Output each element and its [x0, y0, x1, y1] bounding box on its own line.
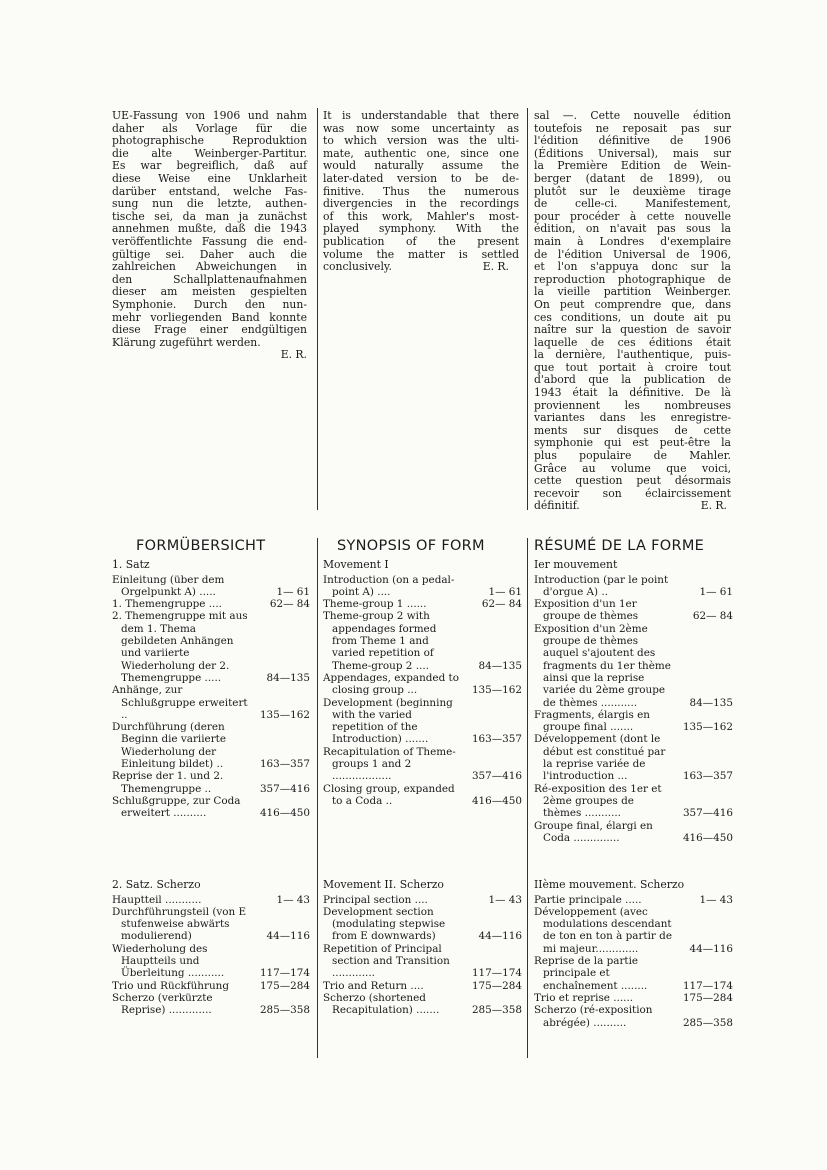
bar-range: 163—357 [259, 758, 310, 771]
movement-title: 1. Satz [112, 558, 150, 571]
prose-line: would naturally assume the [323, 159, 519, 173]
form-section-label: Reprise de la partie principale et enchaînement ........ [534, 955, 648, 992]
form-section-label: Partie principale ..... [534, 893, 642, 906]
form-section-label: Introduction (on a pedal-point A) .... [323, 573, 455, 598]
bar-range: 1— 43 [276, 893, 310, 906]
english-paragraph [323, 110, 519, 261]
prose-line: de celle-ci. Manifestement, [534, 197, 731, 211]
form-section-row [534, 783, 733, 820]
form-section-label: Fragments, élargis en groupe final ....... [534, 708, 650, 734]
movement-title: Movement II. Scherzo [323, 878, 444, 891]
bar-range: 84—135 [266, 671, 310, 684]
bar-range: 117—174 [471, 967, 522, 980]
form-section-label: Recapitulation of Theme-groups 1 and 2 .................. [323, 745, 456, 783]
prose-line: sal —. Cette nouvelle édition [534, 109, 731, 122]
form-section-label: Hauptteil ........... [112, 893, 202, 906]
bar-range: 175—284 [471, 979, 522, 992]
prose-line: de l'édition Universal de 1906, [534, 247, 731, 261]
form-section-label: Développement (dont le début est constitué par la reprise variée de l'introduction ... [534, 733, 666, 783]
form-section-label: Scherzo (ré-exposition abrégée) .......... [534, 1004, 653, 1029]
prose-line: la dernière, l'authentique, puis- [534, 348, 731, 362]
form-section-label: Trio und Rückführung [112, 979, 229, 992]
form-section-row [323, 783, 522, 808]
prose-line: tische sei, da man ja zunächst [112, 209, 307, 223]
prose-line: diese Frage einer endgültigen [112, 323, 307, 337]
bar-range: 357—416 [471, 770, 522, 783]
form-section-label: Trio et reprise ...... [534, 991, 634, 1004]
movement-block [112, 879, 310, 1017]
form-section-label: Introduction (par le point d'orgue A) .. [534, 573, 669, 598]
form-section-label: Scherzo (verkürzte Reprise) ............. [112, 991, 213, 1017]
prose-line: On peut comprendre que, dans [534, 297, 731, 311]
prose-line: divergencies in the recordings [323, 197, 519, 211]
prose-line: et l'on s'appuya donc sur la [534, 260, 731, 274]
form-section-row [112, 906, 310, 943]
synopsis-german-heading: FORMÜBERSICHT [136, 538, 266, 554]
prose-line: veröffentlichte Fassung die end- [112, 234, 307, 248]
french-signature: E. R. [700, 499, 727, 513]
form-section-label: Reprise der 1. und 2. Themengruppe .. [112, 770, 224, 795]
bar-range: 135—162 [682, 721, 733, 734]
form-section-row [534, 906, 733, 955]
prose-line: Symphonie. Durch den nun- [112, 297, 307, 311]
prose-line: mehr vorliegenden Band konnte [112, 310, 307, 324]
bar-range: 285—358 [471, 1004, 522, 1017]
prose-line: to which version was the ulti- [323, 134, 519, 148]
form-section-label: Repetition of Principal section and Transition ............. [323, 942, 450, 980]
prose-line: la vieille partition Weinberger. [534, 285, 731, 299]
prose-line: sung nun die letzte, authen- [112, 197, 307, 211]
prose-line: It is understandable that there [323, 109, 519, 122]
prose-line: cette question peut désormais [534, 474, 731, 488]
english-signature: E. R. [482, 260, 509, 274]
form-section-row [534, 733, 733, 782]
prose-line: annehmen mußte, daß die 1943 [112, 222, 307, 236]
bar-range: 163—357 [682, 770, 733, 783]
bar-range: 1— 61 [276, 585, 310, 598]
form-section-label: Theme-group 2 with appendages formed from Theme 1 and varied repetition of Theme-group 2 .... [323, 610, 437, 672]
bar-range: 117—174 [259, 967, 310, 980]
movement-title: IIème mouvement. Scherzo [534, 878, 685, 891]
form-section-label: Exposition d'un 2ème groupe de thèmes auquel s'ajoutent des fragments du 1er thème ainsi que la reprise variée du 2ème groupe de thèmes ........... [534, 622, 671, 709]
column-rule-bottom-right [527, 538, 528, 1058]
bar-range: 62— 84 [481, 598, 522, 611]
form-section-row [112, 574, 310, 599]
prose-line: symphonie qui est peut-être la [534, 436, 731, 450]
prose-line: pour procéder à cette nouvelle [534, 209, 731, 223]
prose-line: daher als Vorlage für die [112, 121, 307, 135]
bar-range: 175—284 [259, 979, 310, 992]
form-section-label: Durchführung (deren Beginn die variierte Wiederholung der Einleitung bildet) .. [112, 721, 226, 771]
form-section-label: Wiederholung des Hauptteils und Überleitung ........... [112, 942, 225, 980]
form-section-row [534, 894, 733, 906]
prose-line: played symphony. With the [323, 222, 519, 236]
form-section-row [112, 992, 310, 1017]
bar-range: 44—116 [689, 942, 733, 955]
synopsis-french-column [534, 538, 733, 1029]
german-paragraph [112, 110, 307, 349]
form-section-row [323, 610, 522, 671]
prose-line: gültige sei. Daher auch die [112, 247, 307, 261]
prose-line: Grâce au volume que voici, [534, 461, 731, 475]
prose-line: variantes dans les enregistre- [534, 411, 731, 425]
synopsis-french-heading: RÉSUMÉ DE LA FORME [534, 538, 705, 554]
bar-range: 285—358 [259, 1004, 310, 1017]
bar-range: 357—416 [259, 782, 310, 795]
prose-line: plutôt sur le deuxième tirage [534, 184, 731, 198]
form-section-row [534, 574, 733, 599]
form-section-row [112, 610, 310, 684]
prose-line: édition, on n'avait pas sous la [534, 222, 731, 236]
prose-line: diese Weise eine Unklarheit [112, 171, 307, 185]
movement-title: 2. Satz. Scherzo [112, 878, 201, 891]
form-section-row [534, 623, 733, 709]
synopsis-german-column [112, 538, 310, 1017]
form-section-row [534, 709, 733, 734]
form-section-label: Einleitung (über dem Orgelpunkt A) ..... [112, 573, 225, 598]
bar-range: 1— 43 [699, 893, 733, 906]
bar-range: 285—358 [682, 1016, 733, 1029]
prose-line: laquelle de ces éditions était [534, 335, 731, 349]
synopsis-english-heading: SYNOPSIS OF FORM [337, 538, 485, 554]
prose-line: later-dated version to be de- [323, 171, 519, 185]
prose-line: toutefois ne reposait pas sur [534, 121, 731, 135]
form-section-label: Theme-group 1 ...... [323, 598, 427, 611]
intro-english-column [323, 110, 519, 274]
prose-line: reproduction photographique de [534, 272, 731, 286]
form-section-row [323, 746, 522, 783]
prose-line: den Schallplattenaufnahmen [112, 272, 307, 286]
prose-line: zahlreichen Abweichungen in [112, 260, 307, 274]
prose-line: d'abord que la publication de [534, 373, 731, 387]
form-section-label: Closing group, expanded to a Coda .. [323, 782, 455, 807]
prose-line: darüber entstand, welche Fas- [112, 184, 307, 198]
bar-range: 84—135 [689, 696, 733, 709]
form-section-row [112, 598, 310, 610]
form-section-label: Durchführungsteil (von E stufenweise abwärts modulierend) [112, 905, 247, 943]
form-section-label: Ré-exposition des 1er et 2ème groupes de thèmes ........... [534, 782, 662, 820]
form-section-row [323, 894, 522, 906]
prose-line: recevoir son éclaircissement [534, 486, 731, 500]
form-section-row [534, 992, 733, 1004]
bar-range: 416—450 [259, 807, 310, 820]
prose-line: Klärung zugeführt werden. [112, 335, 261, 349]
column-rule-top-right [527, 108, 528, 510]
form-section-row [323, 906, 522, 943]
form-section-row [323, 992, 522, 1017]
movement-block [534, 559, 733, 844]
prose-line: volume the matter is settled [323, 247, 519, 261]
movement-block [112, 559, 310, 820]
prose-line: publication of the present [323, 234, 519, 248]
form-section-row [112, 770, 310, 795]
prose-line: proviennent les nombreuses [534, 398, 731, 412]
prose-line: plus populaire de Mahler. [534, 449, 731, 463]
form-section-row [323, 697, 522, 746]
form-section-row [323, 980, 522, 992]
bar-range: 416—450 [682, 831, 733, 844]
prose-line: of this work, Mahler's most- [323, 209, 519, 223]
prose-line: mate, authentic one, since one [323, 146, 519, 160]
form-section-label: Groupe final, élargi en Coda .............. [534, 819, 653, 844]
synopsis-english-column [323, 538, 522, 1017]
prose-line: ments sur disques de cette [534, 423, 731, 437]
prose-line: naître sur la question de savoir [534, 323, 731, 337]
prose-line: berger (datant de 1899), ou [534, 171, 731, 185]
prose-line: die alte Weinberger-Partitur. [112, 146, 307, 160]
form-section-label: Scherzo (shortened Recapitulation) ....... [323, 991, 440, 1017]
movement-block [534, 879, 733, 1029]
prose-line: que tout portait à croire tout [534, 360, 731, 374]
bar-range: 1— 61 [699, 585, 733, 598]
form-section-label: 2. Themengruppe mit aus dem 1. Thema gebildeten Anhängen und variierte Wiederholung der 2. Themengruppe ..... [112, 610, 248, 684]
form-section-label: Development (beginning with the varied repetition of the Introduction) ....... [323, 696, 453, 746]
prose-line: 1943 était la définitive. De là [534, 386, 731, 400]
form-section-label: Exposition d'un 1er groupe de thèmes [534, 598, 639, 623]
prose-line: ces conditions, un doute ait pu [534, 310, 731, 324]
prose-line: Es war begreiflich, daß auf [112, 159, 307, 173]
prose-line: photographische Reproduktion [112, 134, 307, 148]
bar-range: 62— 84 [269, 598, 310, 611]
form-section-row [112, 943, 310, 980]
column-rule-bottom-left [317, 538, 318, 1058]
prose-line: (Éditions Universal), mais sur [534, 146, 731, 160]
bar-range: 44—116 [478, 930, 522, 943]
form-section-label: Schlußgruppe, zur Coda erweitert .......... [112, 794, 241, 820]
prose-line: dieser am meisten gespielten [112, 285, 307, 299]
form-section-row [323, 574, 522, 599]
prose-line: was now some uncertainty as [323, 121, 519, 135]
prose-line: main à Londres d'exemplaire [534, 234, 731, 248]
bar-range: 1— 43 [488, 893, 522, 906]
form-section-row [112, 721, 310, 770]
form-section-label: Trio and Return .... [323, 979, 424, 992]
intro-german-column [112, 110, 307, 362]
form-section-label: Development section (modulating stepwise from E downwards) [323, 905, 446, 943]
form-section-row [323, 943, 522, 980]
prose-line: la Première Edition de Wein- [534, 159, 731, 173]
form-section-row [534, 955, 733, 992]
bar-range: 416—450 [471, 794, 522, 807]
form-section-label: Développement (avec modulations descendant de ton en ton à partir de mi majeur............. [534, 905, 672, 955]
intro-french-column [534, 110, 731, 513]
form-section-row [323, 672, 522, 697]
bar-range: 44—116 [266, 930, 310, 943]
bar-range: 117—174 [682, 979, 733, 992]
form-section-label: Principal section .... [323, 893, 428, 906]
prose-line: l'édition définitive de 1906 [534, 134, 731, 148]
form-section-row [112, 980, 310, 992]
movement-title: Ier mouvement [534, 558, 618, 571]
bar-range: 1— 61 [488, 585, 522, 598]
form-section-row [112, 894, 310, 906]
form-section-row [534, 820, 733, 845]
french-paragraph [534, 110, 731, 500]
form-section-row [112, 795, 310, 820]
prose-line: UE-Fassung von 1906 und nahm [112, 109, 307, 122]
column-rule-top-left [317, 108, 318, 510]
bar-range: 84—135 [478, 659, 522, 672]
bar-range: 62— 84 [692, 610, 733, 623]
form-section-row [323, 598, 522, 610]
form-section-row [534, 598, 733, 623]
movement-block [323, 879, 522, 1017]
form-section-row [112, 684, 310, 721]
german-signature: E. R. [280, 348, 307, 362]
bar-range: 357—416 [682, 807, 733, 820]
form-section-label: Anhänge, zur Schlußgruppe erweitert .. [112, 684, 248, 721]
bar-range: 135—162 [471, 684, 522, 697]
form-section-row [534, 1004, 733, 1029]
movement-title: Movement I [323, 558, 389, 571]
form-section-label: Appendages, expanded to closing group ... [323, 671, 459, 697]
french-last-line: définitif. [534, 499, 580, 513]
prose-line: finitive. Thus the numerous [323, 184, 519, 198]
bar-range: 135—162 [259, 708, 310, 721]
form-section-label: 1. Themengruppe .... [112, 598, 222, 611]
english-last-line: conclusively. [323, 260, 392, 274]
bar-range: 175—284 [682, 991, 733, 1004]
movement-block [323, 559, 522, 807]
bar-range: 163—357 [471, 733, 522, 746]
